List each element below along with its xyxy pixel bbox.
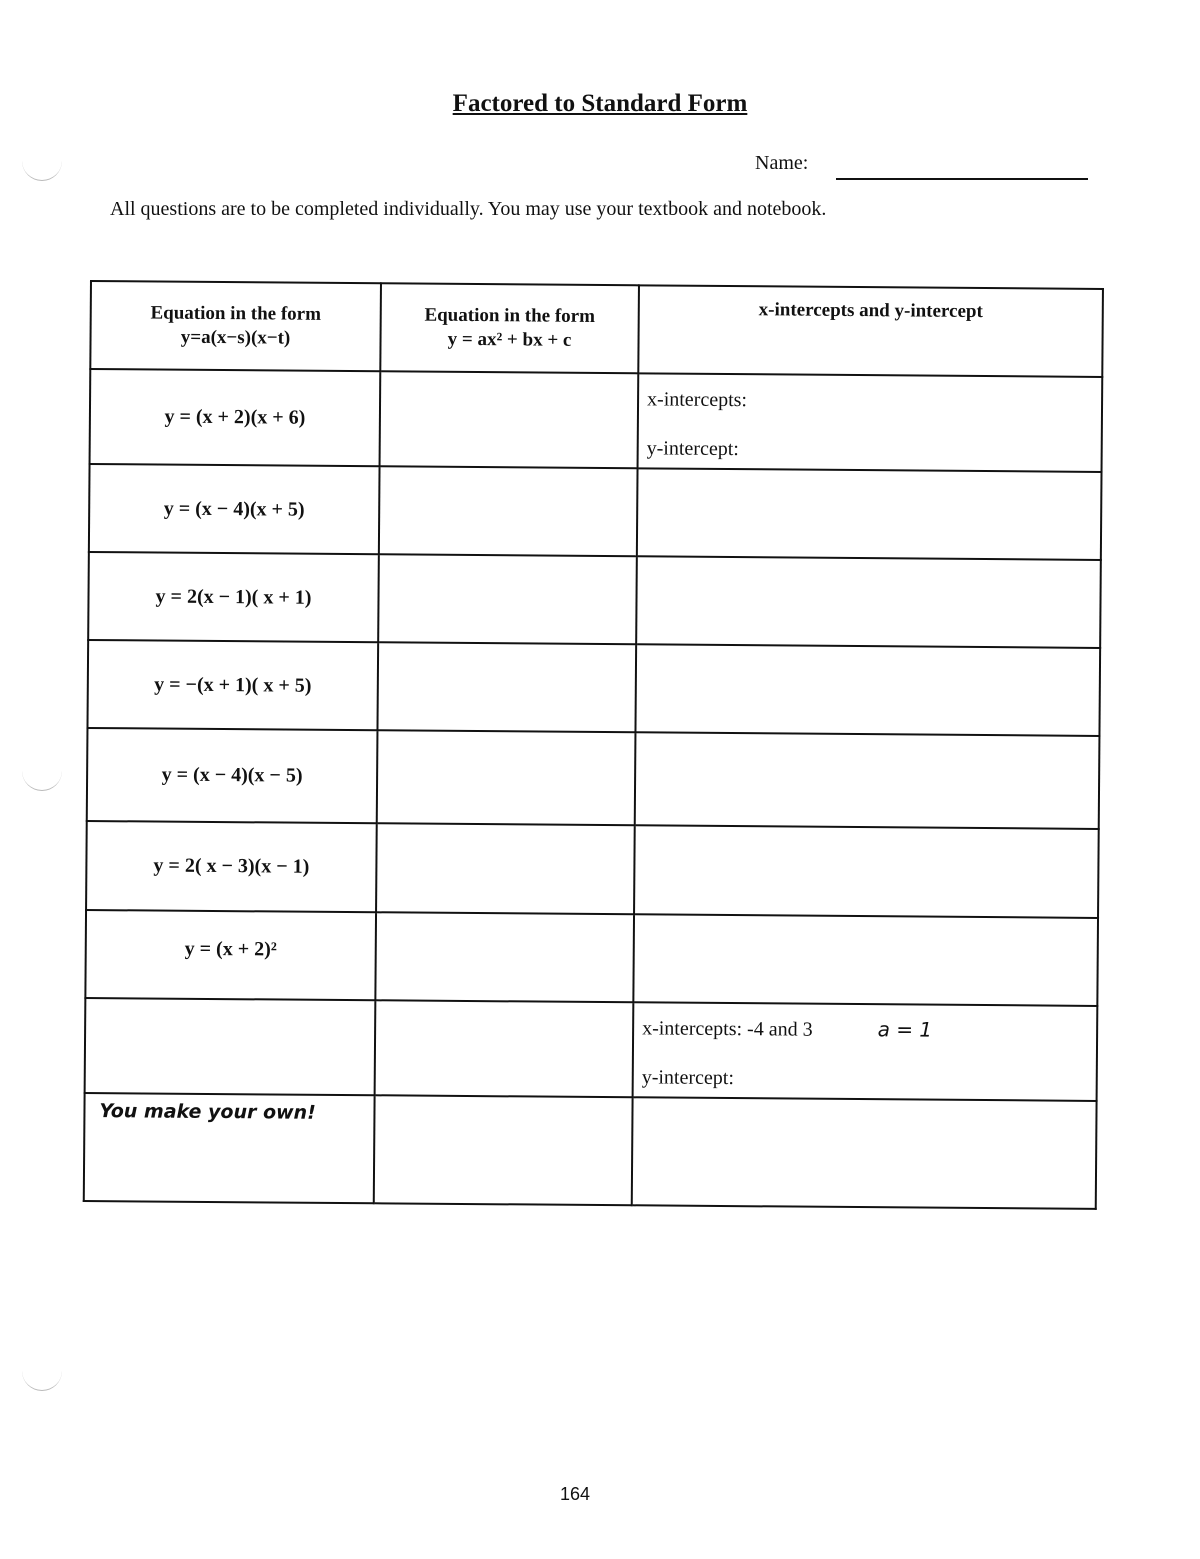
- table-row: [85, 910, 1098, 1006]
- factored-equation: y = (x − 4)(x + 5): [89, 464, 380, 554]
- standard-form-answer[interactable]: [375, 912, 634, 1002]
- intercepts-answer[interactable]: [637, 468, 1102, 560]
- worksheet-title: Factored to Standard Form: [452, 90, 748, 117]
- table-row: [86, 821, 1099, 918]
- intercepts-answer[interactable]: [636, 556, 1101, 648]
- x-intercepts-text: x-intercepts: -4 and 3: [642, 1016, 813, 1041]
- header-standard-form: [380, 283, 639, 373]
- intercepts-answer[interactable]: [635, 732, 1100, 829]
- factored-equation-answer[interactable]: [85, 998, 376, 1095]
- intercepts-answer[interactable]: [638, 373, 1103, 472]
- intercepts-answer[interactable]: [632, 1097, 1097, 1209]
- intercepts-given: [633, 1002, 1098, 1101]
- standard-form-answer[interactable]: [377, 730, 636, 825]
- a-value-note: a = 1: [877, 1016, 933, 1042]
- header-formula: y = ax² + bx + c: [447, 328, 572, 351]
- x-intercepts-label: x-intercepts:: [646, 387, 748, 411]
- standard-form-answer[interactable]: [378, 554, 637, 644]
- factored-equation: y = (x + 2)²: [85, 910, 376, 1000]
- x-intercepts-given: [634, 1011, 1096, 1044]
- header-formula: y=a(x−s)(x−t): [180, 326, 291, 349]
- equation-table: [83, 280, 1104, 1210]
- factored-equation: y = (x + 2)(x + 6): [90, 369, 381, 466]
- instructions: All questions are to be completed individually. You may use your textbook and notebook.: [110, 198, 827, 220]
- table-row: [87, 728, 1100, 829]
- factored-equation: y = 2(x − 1)( x + 1): [88, 552, 379, 642]
- table-row: [85, 998, 1098, 1101]
- binder-hole: [22, 760, 62, 791]
- standard-form-answer[interactable]: [375, 1000, 634, 1097]
- header-text: Equation in the form: [150, 302, 322, 325]
- header-text: Equation in the form: [424, 304, 596, 327]
- intercepts-answer[interactable]: [633, 914, 1098, 1006]
- own-equation-cell[interactable]: [84, 1093, 375, 1203]
- table-row: [88, 552, 1101, 648]
- handwritten-prompt: You make your own!: [99, 1100, 316, 1124]
- header-intercepts: x-intercepts and y-intercept: [638, 285, 1103, 377]
- factored-equation: y = −(x + 1)( x + 5): [87, 640, 378, 730]
- y-intercept-label: y-intercept:: [646, 436, 739, 460]
- intercepts-answer[interactable]: [634, 825, 1099, 918]
- standard-form-answer[interactable]: [376, 823, 635, 914]
- name-label: Name:: [755, 152, 809, 174]
- table-row: [84, 1093, 1097, 1209]
- binder-hole: [22, 1360, 62, 1391]
- table-header-row: [90, 281, 1103, 377]
- standard-form-answer[interactable]: [377, 642, 636, 732]
- table-row: [89, 464, 1102, 560]
- binder-hole: [22, 150, 62, 181]
- header-factored-form: [90, 281, 381, 371]
- factored-equation: y = 2( x − 3)(x − 1): [86, 821, 377, 912]
- y-intercept-label: y-intercept:: [641, 1065, 735, 1089]
- factored-equation: y = (x − 4)(x − 5): [87, 728, 378, 823]
- standard-form-answer[interactable]: [374, 1095, 633, 1205]
- table-row: [87, 640, 1100, 736]
- page-number: 164: [559, 1484, 591, 1504]
- table-row: [90, 369, 1103, 472]
- standard-form-answer[interactable]: [380, 371, 639, 468]
- intercepts-answer[interactable]: [635, 644, 1100, 736]
- standard-form-answer[interactable]: [379, 466, 638, 556]
- name-blank-line: [836, 178, 1088, 180]
